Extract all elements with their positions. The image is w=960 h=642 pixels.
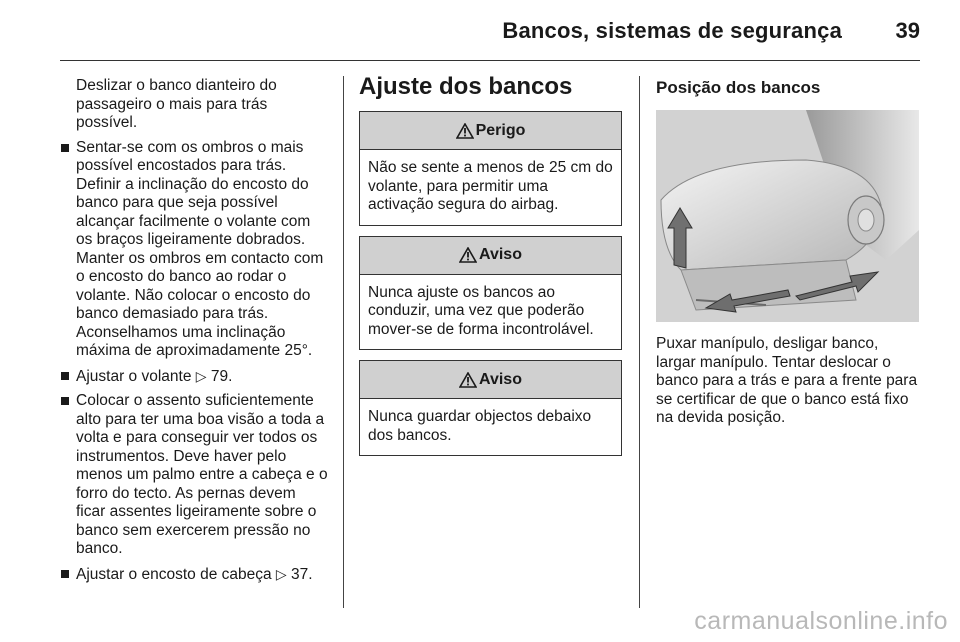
page-reference[interactable]: 37. [291,565,313,583]
warning-text: Não se sente a menos de 25 cm do volante, para permitir uma activação segura do airbag. [368,159,613,213]
warning-header [360,112,621,150]
page-reference-arrow-icon: ▷ [195,367,207,384]
instruction-list [60,139,328,585]
right-column [656,77,922,428]
page-reference-arrow-icon: ▷ [275,565,287,582]
page-reference[interactable]: 79. [210,367,233,385]
bullet-square-icon [61,570,69,578]
danger-box [359,111,622,226]
seat-lever-icon [656,110,919,322]
page-number: 39 [895,18,920,43]
left-column [60,77,328,590]
bullet-square-icon [61,397,69,405]
warning-triangle-icon [456,123,474,139]
list-item-text: Sentar-se com os ombros o mais possível encostados para trás. Definir a inclinação do encosto do banco para que seja possível alcançar facilmente o volante com os braços ligeiramente dobrados. Manter os ombros em contacto com o encosto do banco ao rodar o volante. Não colocar o encosto do banco demasiado para trás. Aconselhamos uma inclinação máxima de aproximadamente 25°. [76,138,324,359]
bullet-square-icon [61,144,69,152]
caution-box [359,360,622,456]
column-divider-left [343,76,344,608]
watermark: carmanualsonline.info [694,607,948,635]
list-item [60,367,328,387]
warning-text: Nunca guardar objectos debaixo dos bancos. [368,408,592,444]
subsection-title: Posição dos bancos [656,78,821,97]
list-item-text: Ajustar o encosto de cabeça [76,565,276,583]
warning-text: Nunca ajuste os bancos ao conduzir, uma vez que poderão mover-se de forma incontrolável. [368,283,594,338]
header-title: Bancos, sistemas de segurança [502,18,842,43]
continuation-paragraph: Deslizar o banco dianteiro do passageiro o mais para trás possível. [76,77,277,131]
header-divider [60,60,920,61]
warning-header [360,361,621,399]
warning-label: Perigo [475,121,526,139]
warning-label: Aviso [479,370,522,388]
warning-label: Aviso [479,246,522,263]
bullet-square-icon [61,372,69,380]
middle-column [359,72,622,466]
warning-header [360,237,621,275]
list-item-text: Colocar o assento suficientemente alto para ter uma boa visão a toda a volta e para conseguir ver todos os instrumentos. Deve haver pelo menos um palmo entre a cabeça e o forro do tecto. As pernas devem ficar assentes ligeiramente sobre o banco sem exercerem pressão no banco. [76,392,328,557]
warning-triangle-icon [459,372,477,388]
list-item [60,565,328,585]
section-title: Ajuste dos bancos [359,73,573,100]
list-item-text: Ajustar o volante [76,367,196,385]
warning-triangle-icon [459,247,477,263]
figure-caption: Puxar manípulo, desligar banco, largar manípulo. Tentar deslocar o banco para a trás e para a frente para se certificar de que o banco está fixo na devida posição. [656,335,918,426]
column-divider-right [639,76,640,608]
list-item [60,392,328,559]
list-item [60,139,328,361]
seat-adjustment-illustration [656,110,919,322]
caution-box [359,236,622,351]
